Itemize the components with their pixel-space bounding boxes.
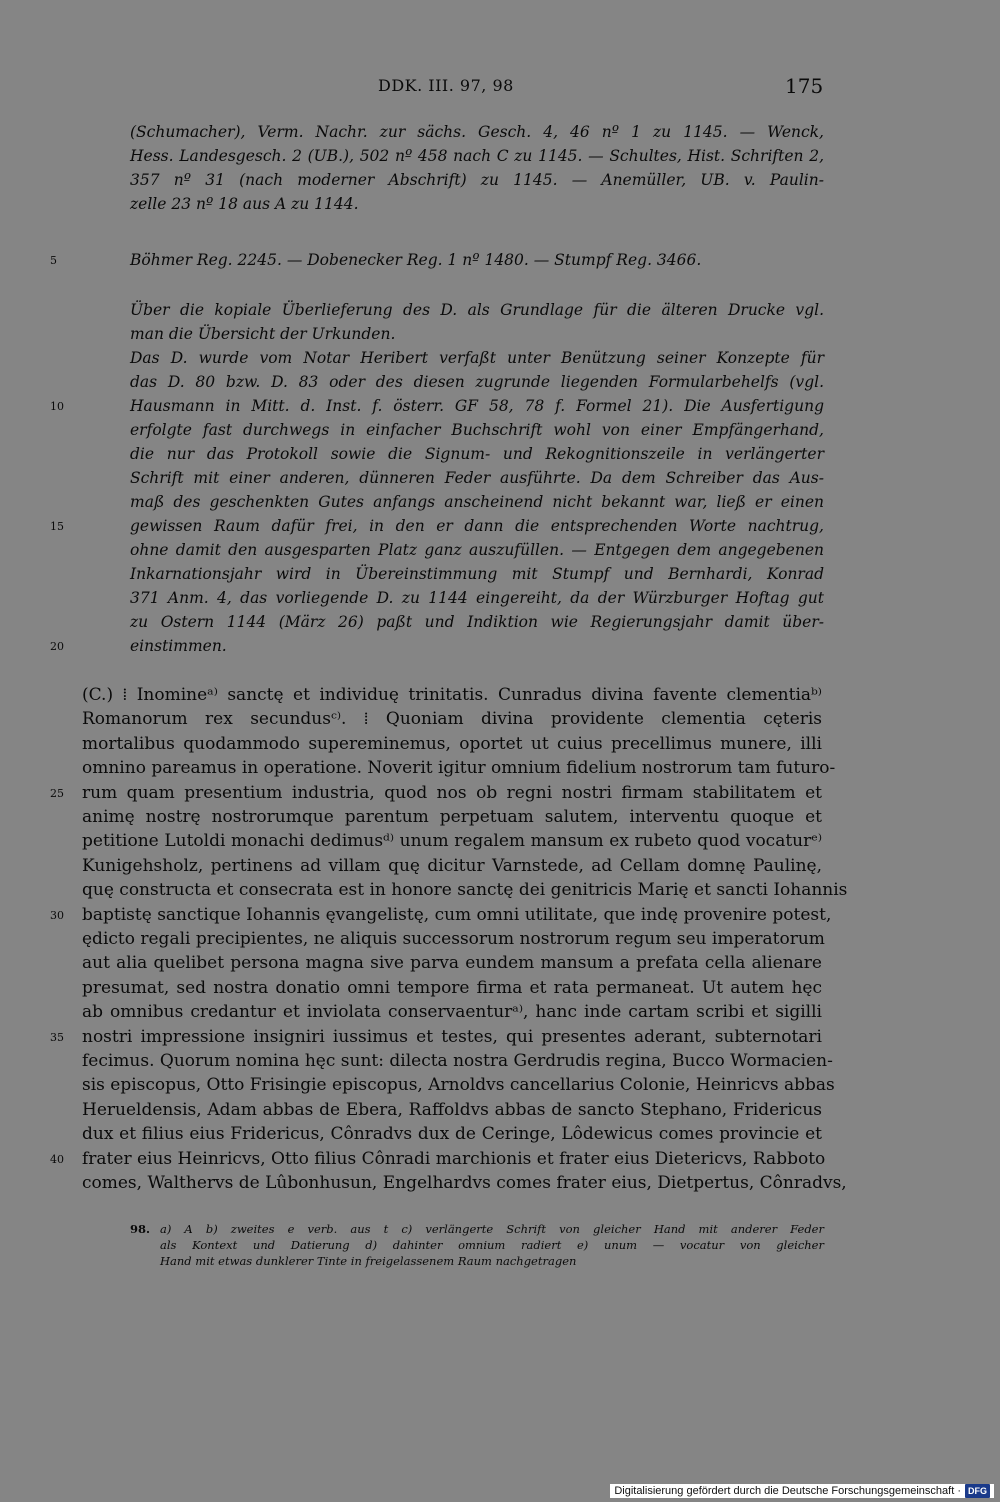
line-text: Das D. wurde vom Notar Heribert verfaßt unter Benützung seiner Konzepte für: [130, 349, 824, 367]
line-text: zelle 23 nº 18 aus A zu 1144.: [130, 195, 359, 213]
line-text: Hess. Landesgesch. 2 (UB.), 502 nº 458 nach C zu 1145. — Schultes, Hist. Schriften 2,: [130, 147, 824, 165]
text-line: [0, 322, 1000, 346]
line-text: omnino pareamus in operatione. Noverit igitur omnium fidelium nostrorum tam futuro-: [82, 758, 836, 779]
text-line: [0, 370, 1000, 394]
line-number: 30: [50, 908, 64, 922]
line-text: 357 nº 31 (nach moderner Abschrift) zu 1145. — Anemüller, UB. v. Paulin-: [130, 171, 824, 189]
text-line: [0, 192, 1000, 216]
text-line: [0, 683, 1000, 707]
text-line: [0, 442, 1000, 466]
footnote-lead: 98.: [130, 1222, 151, 1236]
text-line: [0, 168, 1000, 192]
text-line: [0, 394, 1000, 418]
text-line: [0, 976, 1000, 1000]
line-number: 35: [50, 1030, 64, 1044]
banner-text: Digitalisierung gefördert durch die Deutsche Forschungsgemeinschaft ·: [614, 1485, 961, 1497]
line-text: ab omnibus credantur et inviolata conservaenturᵃ⁾, hanc inde cartam scribi et sigilli: [82, 1002, 822, 1023]
line-text: animę nostrę nostrorumque parentum perpetuam salutem, interventu quoque et: [82, 807, 822, 827]
text-line: [0, 1171, 1000, 1195]
text-line: [0, 732, 1000, 756]
line-number: 15: [50, 520, 64, 533]
text-line: [0, 298, 1000, 322]
text-line: [0, 805, 1000, 829]
line-text: ohne damit den ausgesparten Platz ganz auszufüllen. — Entgegen dem angegebenen: [130, 541, 824, 559]
footnote-text: a) A b) zweites e verb. aus t c) verlängerte Schrift von gleicher Hand mit anderer Feder: [160, 1222, 824, 1236]
line-text: Romanorum rex secundusᶜ⁾. ⁞ Quoniam divina providente clementia cęteris: [82, 709, 822, 730]
text-line: [0, 248, 1000, 272]
line-text: Inkarnationsjahr wird in Übereinstimmung mit Stumpf und Bernhardi, Konrad: [130, 565, 824, 583]
text-line: [0, 418, 1000, 442]
text-line: [0, 1073, 1000, 1097]
line-number: 5: [50, 254, 57, 267]
funding-banner: [610, 1484, 994, 1498]
line-text: aut alia quelibet persona magna sive parva eundem mansum a prefata cella alienare: [82, 953, 822, 974]
line-text: man die Übersicht der Urkunden.: [130, 325, 396, 343]
text-line: [0, 927, 1000, 951]
text-line: [0, 1000, 1000, 1024]
line-text: dux et filius eius Fridericus, Cônradvs dux de Ceringe, Lôdewicus comes provincie et: [82, 1124, 822, 1145]
text-line: [0, 634, 1000, 658]
running-title: DDK. III. 97, 98: [378, 76, 514, 95]
text-line: [0, 829, 1000, 853]
text-line: [0, 538, 1000, 562]
line-number: 20: [50, 640, 64, 653]
line-text: quę constructa et consecrata est in honore sanctę dei genitricis Marię et sancti Iohannis: [82, 880, 848, 901]
text-line: [0, 1122, 1000, 1146]
line-text: die nur das Protokoll sowie die Signum- und Rekognitionszeile in verlängerter: [130, 445, 824, 463]
line-number: 10: [50, 400, 64, 413]
text-line: [0, 756, 1000, 780]
line-text: mortalibus quodammodo supereminemus, oportet ut cuius precellimus munere, illi: [82, 733, 822, 754]
text-line: [0, 514, 1000, 538]
text-line: [0, 707, 1000, 731]
text-line: [0, 490, 1000, 514]
line-text: presumat, sed nostra donatio omni tempore firma et rata permaneat. Ut autem hęc: [82, 977, 822, 998]
page-number: 175: [785, 74, 824, 98]
text-line: [0, 120, 1000, 144]
line-text: Über die kopiale Überlieferung des D. als Grundlage für die älteren Drucke vgl.: [130, 301, 824, 319]
text-line: [0, 466, 1000, 490]
line-text: Böhmer Reg. 2245. — Dobenecker Reg. 1 nº 1480. — Stumpf Reg. 3466.: [130, 251, 702, 269]
text-line: [0, 878, 1000, 902]
text-line: [0, 903, 1000, 927]
line-text: frater eius Heinricvs, Otto filius Cônradi marchionis et frater eius Dietericvs, Rabboto: [82, 1148, 826, 1169]
line-text: baptistę sanctique Iohannis ęvangelistę, cum omni utilitate, que indę provenire potest,: [82, 904, 832, 925]
line-text: ędicto regali precipientes, ne aliquis successorum nostrorum regum seu imperatorum: [82, 929, 825, 949]
line-text: das D. 80 bzw. D. 83 oder des diesen zugrunde liegenden Formularbehelfs (vgl.: [130, 373, 824, 391]
text-line: [0, 1098, 1000, 1122]
footnote-text: als Kontext und Datierung d) dahinter omnium radiert e) unum — vocatur von gleicher: [160, 1238, 824, 1252]
text-line: [0, 144, 1000, 168]
text-line: [0, 951, 1000, 975]
line-text: Hausmann in Mitt. d. Inst. f. österr. GF 58, 78 f. Formel 21). Die Ausfertigung: [130, 397, 824, 415]
text-line: [0, 1025, 1000, 1049]
footnote-text: Hand mit etwas dunklerer Tinte in freigelassenem Raum nachgetragen: [160, 1254, 577, 1268]
text-line: [0, 346, 1000, 370]
line-text: zu Ostern 1144 (März 26) paßt und Indiktion wie Regierungsjahr damit über-: [130, 613, 824, 631]
line-text: maß des geschenkten Gutes anfangs anscheinend nicht bekannt war, ließ er einen: [130, 493, 824, 511]
line-number: 25: [50, 786, 64, 800]
line-text: Schrift mit einer anderen, dünneren Feder ausführte. Da dem Schreiber das Aus-: [130, 469, 824, 487]
line-text: sis episcopus, Otto Frisingie episcopus, Arnoldvs cancellarius Colonie, Heinricvs abbas: [82, 1075, 835, 1096]
text-line: [0, 1147, 1000, 1171]
text-line: [0, 1049, 1000, 1073]
line-text: einstimmen.: [130, 637, 227, 655]
line-text: petitione Lutoldi monachi dedimusᵈ⁾ unum regalem mansum ex rubeto quod vocaturᵉ⁾: [82, 831, 822, 852]
line-text: comes, Walthervs de Lûbonhusun, Engelhardvs comes frater eius, Dietpertus, Cônradvs,: [82, 1173, 847, 1193]
line-text: rum quam presentium industria, quod nos ob regni nostri firmam stabilitatem et: [82, 782, 822, 803]
line-text: 371 Anm. 4, das vorliegende D. zu 1144 eingereiht, da der Würzburger Hoftag gut: [130, 589, 824, 607]
line-text: fecimus. Quorum nomina hęc sunt: dilecta nostra Gerdrudis regina, Bucco Wormacien-: [82, 1051, 833, 1071]
line-number: 40: [50, 1152, 64, 1166]
line-text: nostri impressione insigniri iussimus et testes, qui presentes aderant, subternotari: [82, 1026, 822, 1047]
line-text: gewissen Raum dafür frei, in den er dann die entsprechenden Worte nachtrug,: [130, 517, 824, 535]
text-line: [0, 781, 1000, 805]
text-line: [0, 610, 1000, 634]
line-text: (C.) ⁞ Inomineᵃ⁾ sanctę et individuę trinitatis. Cunradus divina favente clementiaᵇ⁾: [82, 685, 822, 705]
text-line: [0, 562, 1000, 586]
dfg-logo: DFG: [965, 1484, 990, 1498]
line-text: Herueldensis, Adam abbas de Ebera, Raffoldvs abbas de sancto Stephano, Fridericus: [82, 1099, 822, 1120]
line-text: erfolgte fast durchwegs in einfacher Buchschrift wohl von einer Empfängerhand,: [130, 421, 824, 439]
text-line: [0, 854, 1000, 878]
line-text: (Schumacher), Verm. Nachr. zur sächs. Gesch. 4, 46 nº 1 zu 1145. — Wenck,: [130, 123, 824, 141]
line-text: Kunigehsholz, pertinens ad villam quę dicitur Varnstede, ad Cellam domnę Paulinę,: [82, 855, 822, 876]
text-line: [0, 586, 1000, 610]
